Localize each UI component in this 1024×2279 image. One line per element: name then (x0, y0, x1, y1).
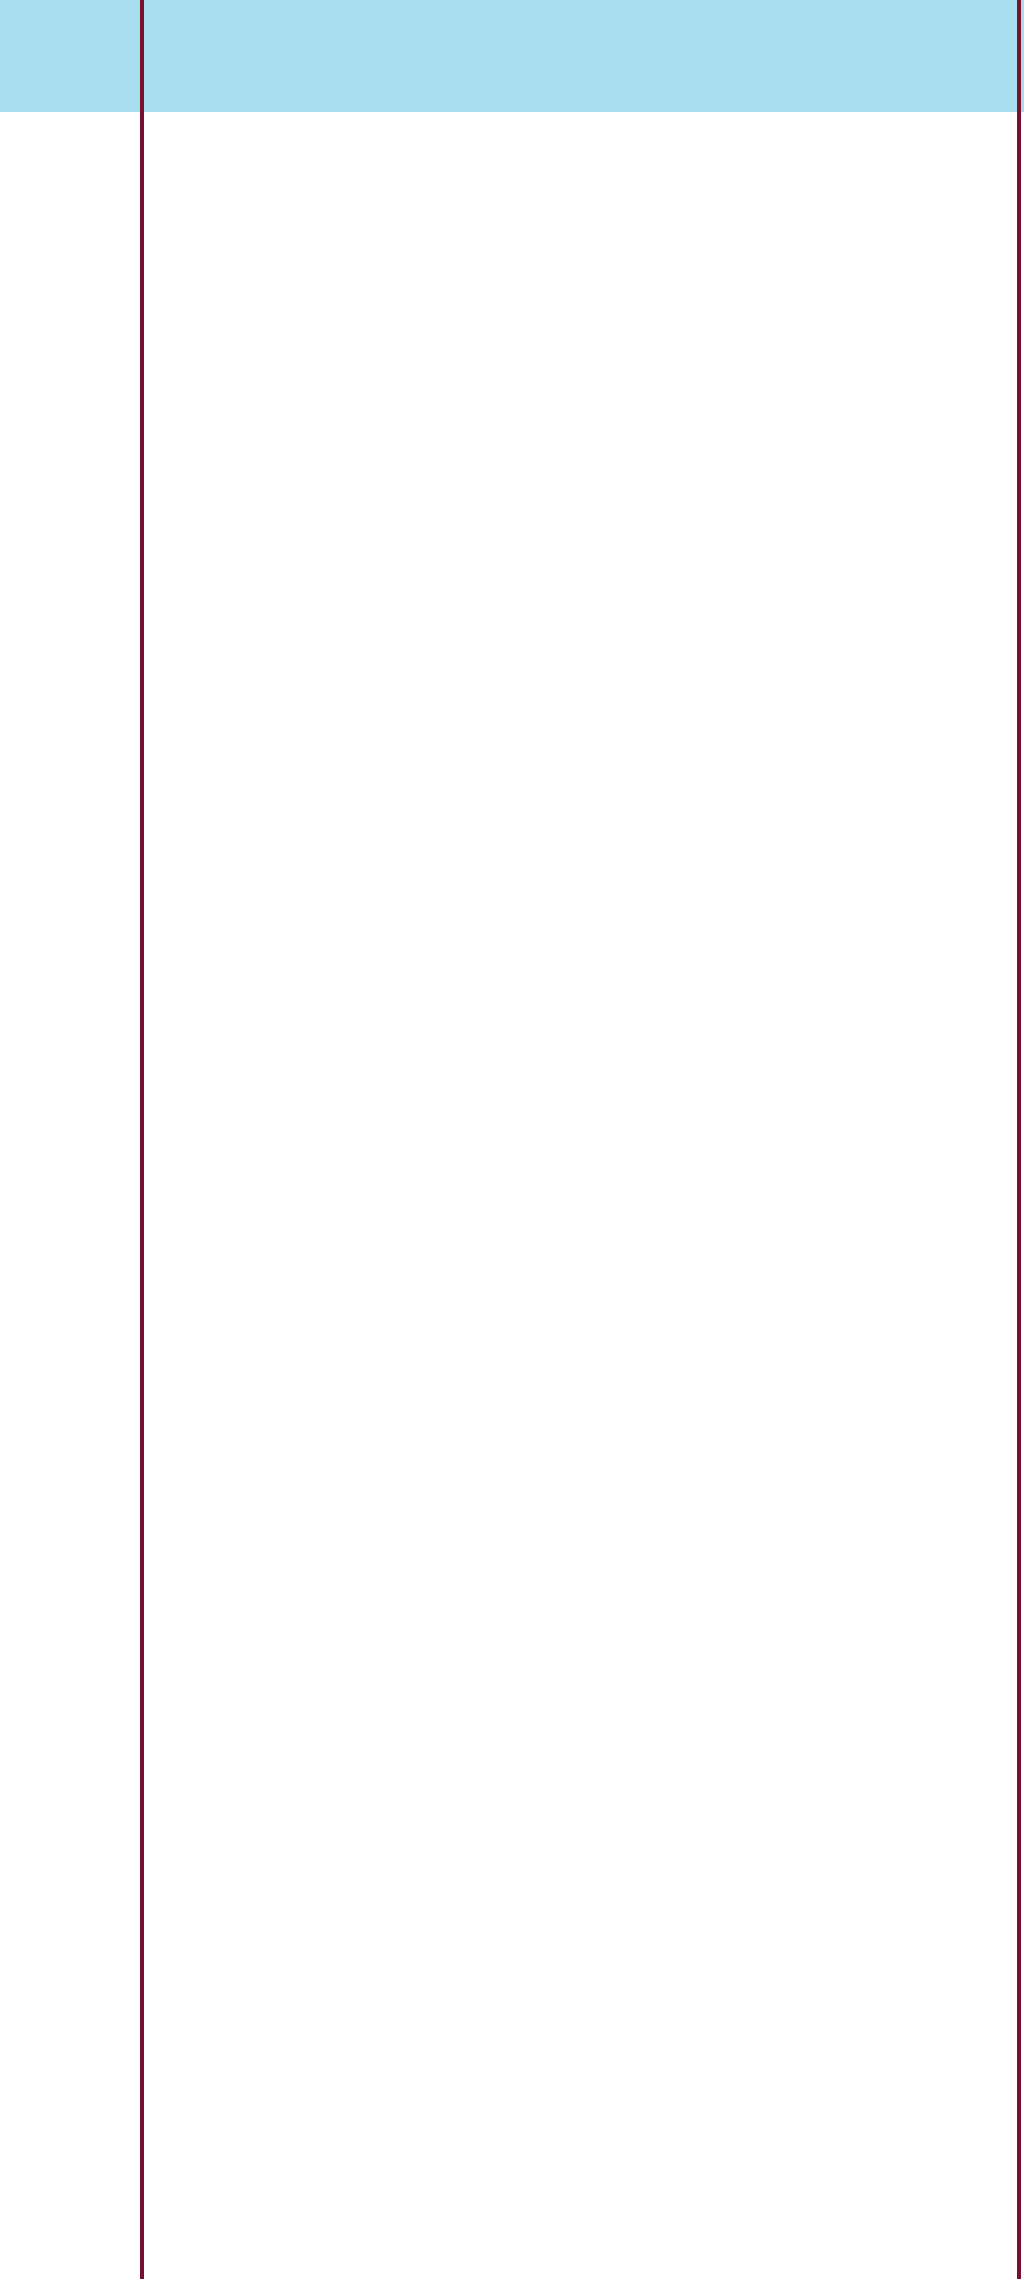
right-border (1017, 0, 1021, 2279)
header-fuse-number (0, 0, 143, 112)
header-description (143, 0, 1024, 112)
table-header (0, 0, 1024, 112)
column-divider (140, 0, 144, 2279)
